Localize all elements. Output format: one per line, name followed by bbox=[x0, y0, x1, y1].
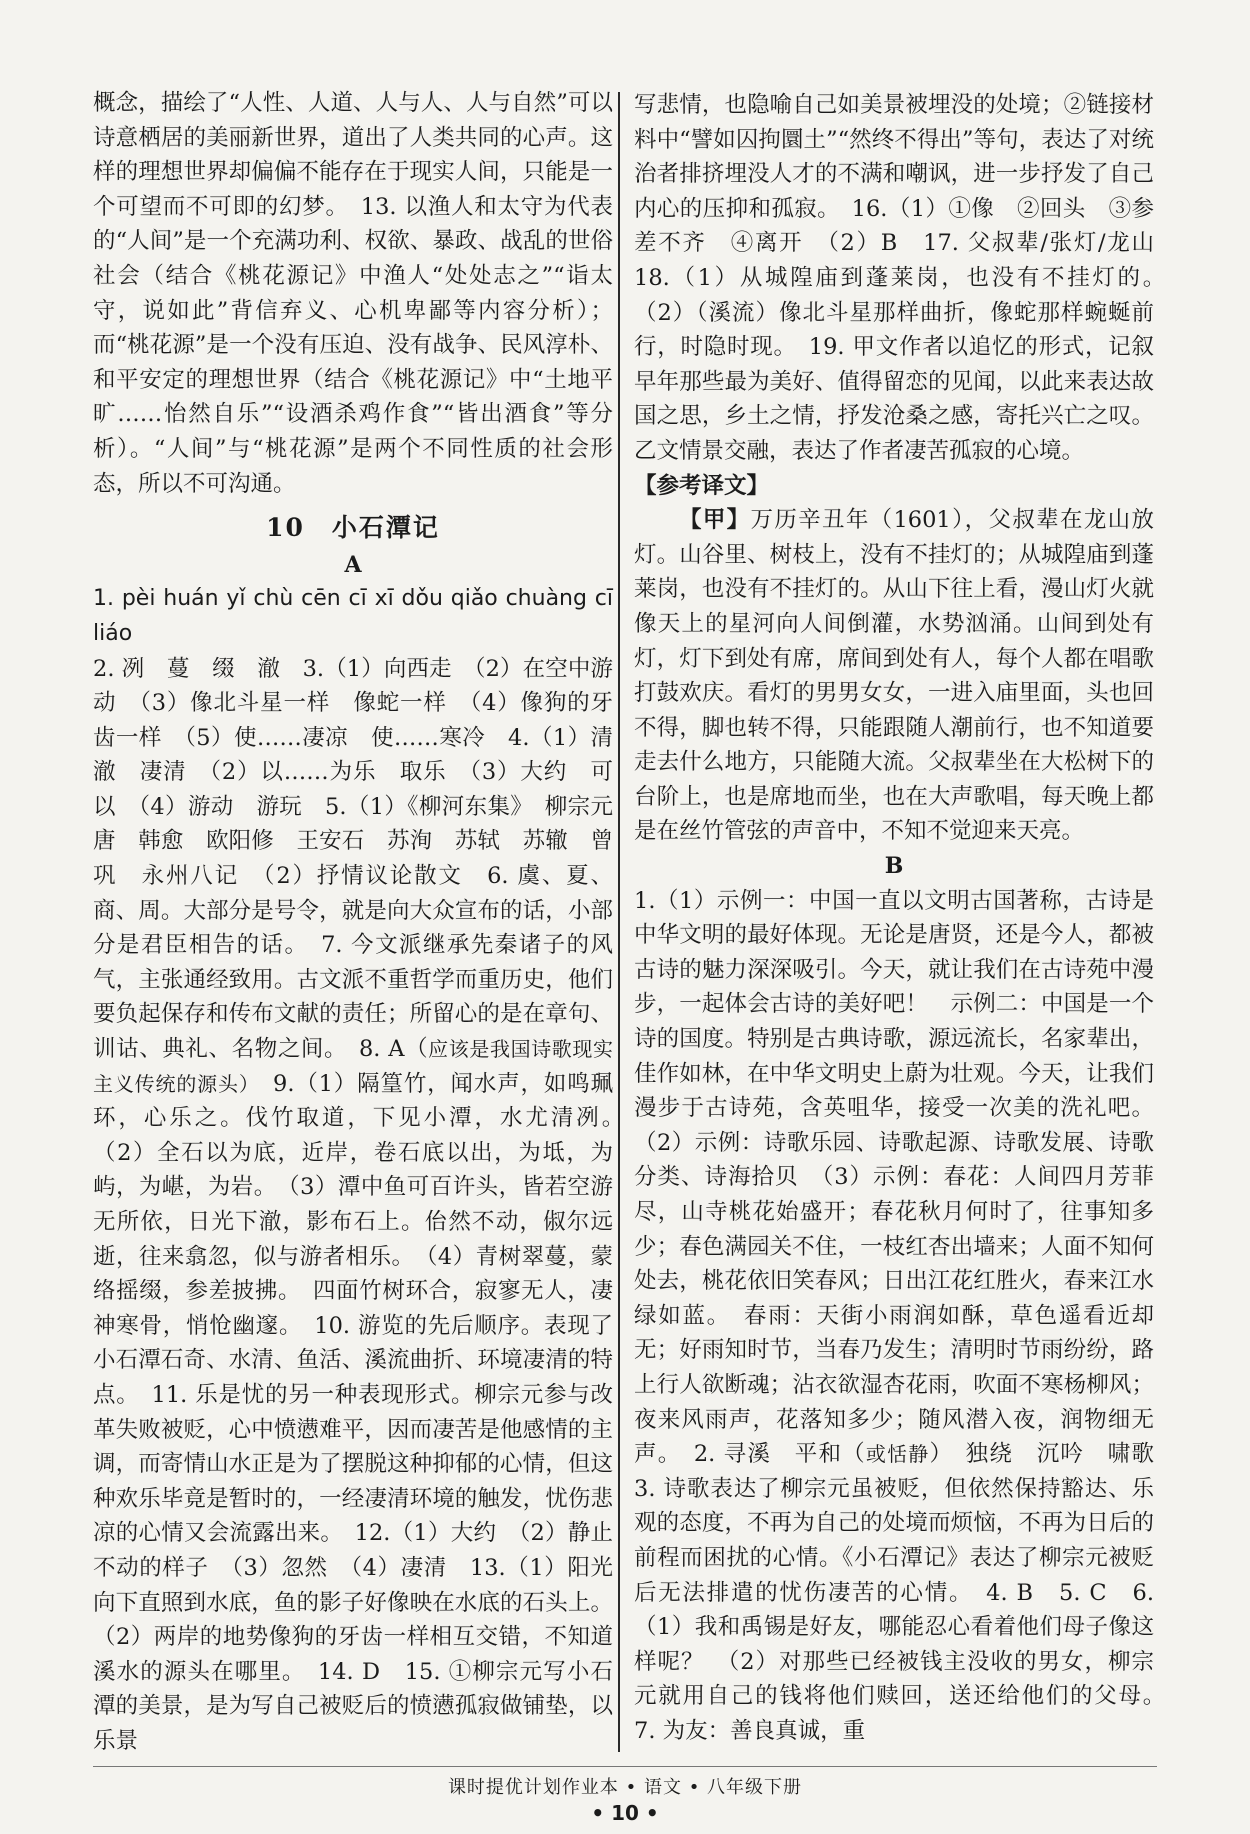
right-paragraph-1: 写悲情，也隐喻自己如美景被埋没的处境；②链接材料中“譬如囚拘圜土”“然终不得出”等句，表达了对统治者排挤埋没人才的不满和嘲讽，进一步抒发了自己内心的压抑和孤寂。 16.（1）①像 ②回头 ③参差不齐 ④离开 （2）B 17. 父叔辈/张灯/龙山 18.（1）从城隍庙到蓬莱岗，也没有不挂灯的。 （2）（溪流）像北斗星那样曲折，像蛇那样蜿蜒前行，时隐时现。 19. 甲文作者以追忆的形式，记叙早年那些最为美好、值得留恋的见闻，以此来表达故国之思，乡土之情，抒发沧桑之感，寄托兴亡之叹。乙文情景交融，表达了作者凄苦孤寂的心境。 bbox=[634, 92, 1177, 464]
subsection-b: B bbox=[884, 853, 904, 880]
pinyin-answers: 1. pèi huán yǐ chù cēn cī xī dǒu qiǎo chuàng cī liáo bbox=[93, 586, 613, 646]
right-paragraph-2a: 1.（1）示例一：中国一直以文明古国著称，古诗是中华文明的最好体现。无论是唐贤，还是今人，都被古诗的魅力深深吸引。今天，就让我们在古诗苑中漫步，一起体会古诗的美好吧！ 示例二：中国是一个诗的国度。特别是古典诗歌，源远流长，名家辈出，佳作如林，在中华文明史上蔚为壮观。今天，让我们漫步于古诗苑，含英咀华，接受一次美的洗礼吧。（2）示例：诗歌乐园、诗歌起源、诗歌发展、诗歌分类、诗海拾贝 （3）示例：春花：人间四月芳菲尽，山寺桃花始盛开；春花秋月何时了，往事知多少；春色满园关不住，一枝红杏出墙来；人面不知何处去，桃花依旧笑春风；日出江花红胜火，春来江水绿如蓝。 春雨：天街小雨润如酥，草色遥看近却无；好雨知时节，当春乃发生；清明时节雨纷纷，路上行人欲断魂；沾衣欲湿杏花雨，吹面不寒杨柳风；夜来风雨声，花落知多少；随风潜入夜，润物细无声。 2. 寻溪 平和（ bbox=[634, 887, 1154, 1468]
left-paragraph-2c: 9.（1）隔篁竹，闻水声，如鸣珮环，心乐之。伐竹取道，下见小潭，水尤清冽。 （2）全石以为底，近岸，卷石底以出，为坻，为屿，为嵁，为岩。 （3）潭中鱼可百许头，皆若空游无所依，日光下澈，影布石上。佁然不动，俶尔远逝，往来翕忽，似与游者相乐。 （4）青树翠蔓，蒙络摇缀，参差披拂。 四面竹树环合，寂寥无人，凄神寒骨，悄怆幽邃。 10. 游览的先后顺序。表现了小石潭石奇、水清、鱼活、溪流曲折、环境凄清的特点。 11. 乐是忧的另一种表现形式。柳宗元参与改革失败被贬，心中愤懑难平，因而凄苦是他感情的主调，而寄情山水正是为了摆脱这种抑郁的心情，但这种欢乐毕竟是暂时的，一经凄清环境的触发，忧伤悲凉的心情又会流露出来。 12.（1）大约 （2）静止不动的样子 （3）忽然 （4）凄清 13.（1）阳光向下直照到水底，鱼的影子好像映在水底的石头上。（2）两岸的地势像狗的牙齿一样相互交错，不知道溪水的源头在哪里。 14. D 15. ①柳宗元写小石潭的美景，是为写自己被贬后的愤懑孤寂做铺垫，以乐景 bbox=[93, 1070, 636, 1754]
section-title: 10 小石潭记 bbox=[266, 513, 440, 543]
page-number: • 10 • bbox=[591, 1801, 659, 1825]
column-divider bbox=[618, 92, 620, 1752]
left-paragraph-2-note: 应该是我国诗歌现实主义传统的源头） bbox=[93, 1037, 613, 1096]
translation-text: 万历辛丑年（1601），父叔辈在龙山放灯。山谷里、树枝上，没有不挂灯的；从城隍庙到蓬莱岗，也没有不挂灯的。从山下往上看，漫山灯火就像天上的星河向人间倒灌，水势汹涌。山间到处有灯，灯下到处有席，席间到处有人，每个人都在唱歌打鼓欢庆。看灯的男男女女，一进入庙里面，头也回不得，脚也转不得，只能跟随人潮前行，也不知道要走去什么地方，只能随大流。父叔辈坐在大松树下的台阶上，也是席地而坐，也在大声歌唱，每天晚上都是在丝竹管弦的声音中，不知不觉迎来天亮。 bbox=[634, 507, 1154, 845]
footer-title: 课时提优计划作业本 • 语文 • 八年级下册 bbox=[447, 1777, 803, 1798]
right-column bbox=[634, 88, 1177, 1749]
reference-translation-label: 【参考译文】 bbox=[634, 472, 770, 499]
left-paragraph-2 bbox=[93, 652, 636, 1759]
translation-paragraph bbox=[634, 503, 1154, 849]
footer-rule bbox=[93, 1766, 1157, 1767]
left-paragraph-2a: 2. 冽 蔓 缀 澈 3.（1）向西走 （2）在空中游动 （3）像北斗星一样 像蛇一样 （4）像狗的牙齿一样 （5）使……凄凉 使……寒冷 4.（1）清澈 凄清 （2）以……为乐 取乐 （3）大约 可以 （4）游动 游玩 5.（1）《柳河东集》 柳宗元 唐 韩愈 欧阳修 王安石 苏洵 苏轼 苏辙 曾巩 永州八记 （2）抒情议论散文 6. 虞、夏、商、周。大部分是号令，就是向大众宣布的话，小部分是君臣相告的话。 7. 今文派继承先秦诸子的风气，主张通经致用。古文派不重哲学而重历史，他们要负起保存和传布文献的责任；所留心的是在章句、训诂、典礼、名物之间。 8. A（ bbox=[93, 655, 636, 1063]
jia-label: 【甲】 bbox=[679, 507, 751, 534]
left-paragraph-1: 概念，描绘了“人性、人道、人与人、人与自然”可以诗意栖居的美丽新世界，道出了人类共同的心声。这样的理想世界却偏偏不能存在于现实人间，只能是一个可望而不可即的幻梦。 13. 以渔人和太守为代表的“人间”是一个充满功利、权欲、暴政、战乱的世俗社会（结合《桃花源记》中渔人“处处志之”“诣太守，说如此”背信弃义、心机卑鄙等内容分析）；而“桃花源”是一个没有压迫、没有战争、民风淳朴、和平安定的理想世界（结合《桃花源记》中“土地平旷……怡然自乐”“设酒杀鸡作食”“皆出酒食”等分析）。“人间”与“桃花源”是两个不同性质的社会形态，所以不可沟通。 bbox=[93, 90, 613, 497]
right-paragraph-2c: ） 独绕 沉吟 啸歌 3. 诗歌表达了柳宗元虽被贬，但依然保持豁达、乐观的态度，不再为自己的处境而烦恼，不再为日后的前程而困扰的心情。《小石潭记》表达了柳宗元被贬后无法排遣的忧伤凄苦的心情。 4. B 5. C 6.（1）我和禹锡是好友，哪能忍心看着他们母子像这样呢？ （2）对那些已经被钱主没收的男女，柳宗元就用自己的钱将他们赎回，送还给他们的父母。 7. 为友：善良真诚，重 bbox=[634, 1441, 1177, 1744]
right-paragraph-2 bbox=[634, 884, 1177, 1749]
subsection-a: A bbox=[344, 551, 362, 578]
left-column bbox=[93, 86, 636, 1759]
right-paragraph-2-note: 或恬静 bbox=[865, 1442, 930, 1467]
